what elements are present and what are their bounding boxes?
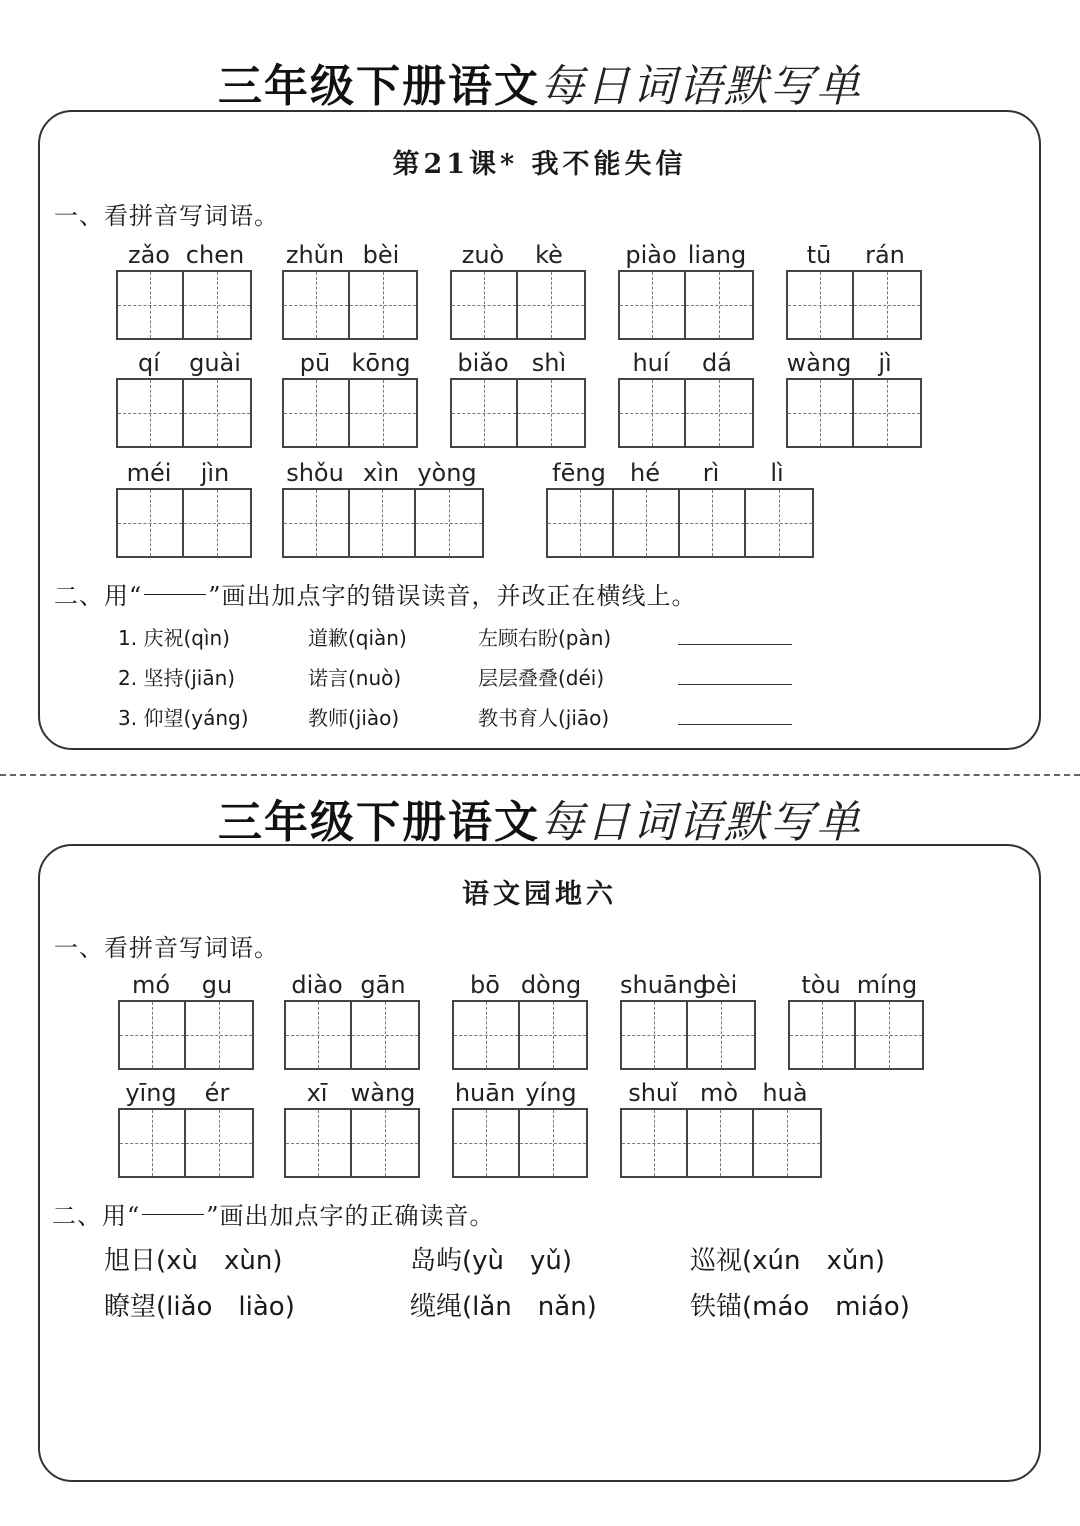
underline-sample [144, 594, 206, 595]
sheet1-section2-heading: 二、用“ ”画出加点字的错误读音，并改正在横线上。 [54, 582, 697, 610]
sheet2-word-1: mó gu [118, 970, 254, 1070]
writing-box[interactable] [282, 270, 418, 340]
writing-box[interactable] [620, 1000, 756, 1070]
sheet1-word-11: méi jìn [116, 458, 252, 558]
sheet1-item: 1. 庆祝(qìn) [118, 626, 230, 650]
sheet1-word-2: zhǔn bèi [282, 240, 418, 340]
answer-line[interactable] [678, 724, 792, 725]
sheet1-word-13: fēng hé rì lì [546, 458, 814, 558]
sheet2-item: 旭日(xù xùn) [104, 1246, 283, 1276]
sheet2-item: 瞭望(liǎo liào) [104, 1292, 295, 1322]
sheet1-word-12: shǒu xìn yòng [282, 458, 484, 558]
sheet2-title [0, 786, 1080, 850]
sheet1-word-1: zǎo chen [116, 240, 252, 340]
writing-box[interactable] [282, 378, 418, 448]
sheet1-item: 教书育人(jiāo) [478, 706, 610, 730]
sheet1-word-3: zuò kè [450, 240, 586, 340]
sheet2-item: 缆绳(lǎn nǎn) [410, 1292, 597, 1322]
sheet2-word-7: xī wàng [284, 1078, 420, 1178]
sheet1-word-5: tū rán [786, 240, 922, 340]
underline-sample [142, 1214, 204, 1215]
sheet1-item: 层层叠叠(déi) [478, 666, 605, 690]
sheet1-item: 诺言(nuò) [308, 666, 402, 690]
sheet1-item: 道歉(qiàn) [308, 626, 407, 650]
writing-box[interactable] [118, 1000, 254, 1070]
sheet1-word-9: huí dá [618, 348, 754, 448]
sheet2-panel [38, 844, 1041, 1482]
sheet1-item: 左顾右盼(pàn) [478, 626, 612, 650]
sheet2-item: 巡视(xún xǔn) [690, 1246, 885, 1276]
answer-line[interactable] [678, 684, 792, 685]
sheet1-word-6: qí guài [116, 348, 252, 448]
writing-box[interactable] [116, 270, 252, 340]
sheet1-word-8: biǎo shì [450, 348, 586, 448]
writing-box[interactable] [284, 1108, 420, 1178]
sheet1-word-7: pū kōng [282, 348, 418, 448]
sheet1-item: 教师(jiào) [308, 706, 400, 730]
sheet1-section1-heading: 一、看拼音写词语。 [54, 202, 279, 230]
sheet1-panel [38, 110, 1041, 750]
sheet1-word-10: wàng jì [786, 348, 922, 448]
writing-box[interactable] [618, 270, 754, 340]
sheet2-word-5: tòu míng [788, 970, 924, 1070]
answer-line[interactable] [678, 644, 792, 645]
writing-box[interactable] [118, 1108, 254, 1178]
sheet2-lesson-title: 语文园地六 [462, 879, 617, 910]
writing-box[interactable] [786, 378, 922, 448]
sheet1-item: 3. 仰望(yáng) [118, 706, 249, 730]
writing-box[interactable] [116, 488, 252, 558]
sheet1-lesson-title: 第21课* 我不能失信 [392, 149, 687, 180]
sheet2-word-3: bō dòng [452, 970, 588, 1070]
writing-box[interactable] [452, 1108, 588, 1178]
sheet2-section1-heading: 一、看拼音写词语。 [54, 934, 279, 962]
sheet2-word-8: huān yíng [452, 1078, 588, 1178]
writing-box[interactable] [546, 488, 814, 558]
writing-box[interactable] [452, 1000, 588, 1070]
writing-box[interactable] [284, 1000, 420, 1070]
writing-box[interactable] [618, 378, 754, 448]
sheet1-title-sub: 每日词语默写单 [540, 61, 862, 112]
sheet1-item: 2. 坚持(jiān) [118, 666, 236, 690]
sheet1-title [0, 50, 1080, 114]
writing-box[interactable] [788, 1000, 924, 1070]
writing-box[interactable] [786, 270, 922, 340]
sheet2-word-4: shuāng bèi [620, 970, 756, 1070]
cut-line [0, 774, 1080, 776]
sheet2-item: 岛屿(yù yǔ) [410, 1246, 573, 1276]
writing-box[interactable] [282, 488, 484, 558]
writing-box[interactable] [116, 378, 252, 448]
writing-box[interactable] [450, 378, 586, 448]
sheet2-section2-heading: 二、用“ ”画出加点字的正确读音。 [52, 1202, 495, 1230]
sheet2-title-main: 三年级下册语文 [218, 797, 540, 848]
sheet2-word-9: shuǐ mò huà [620, 1078, 822, 1178]
sheet2-word-6: yīng ér [118, 1078, 254, 1178]
writing-box[interactable] [620, 1108, 822, 1178]
sheet2-item: 铁锚(máo miáo) [690, 1292, 910, 1322]
sheet2-word-2: diào gān [284, 970, 420, 1070]
sheet1-word-4: piào liang [618, 240, 754, 340]
writing-box[interactable] [450, 270, 586, 340]
sheet1-title-main: 三年级下册语文 [218, 61, 540, 112]
sheet2-title-sub: 每日词语默写单 [540, 797, 862, 848]
